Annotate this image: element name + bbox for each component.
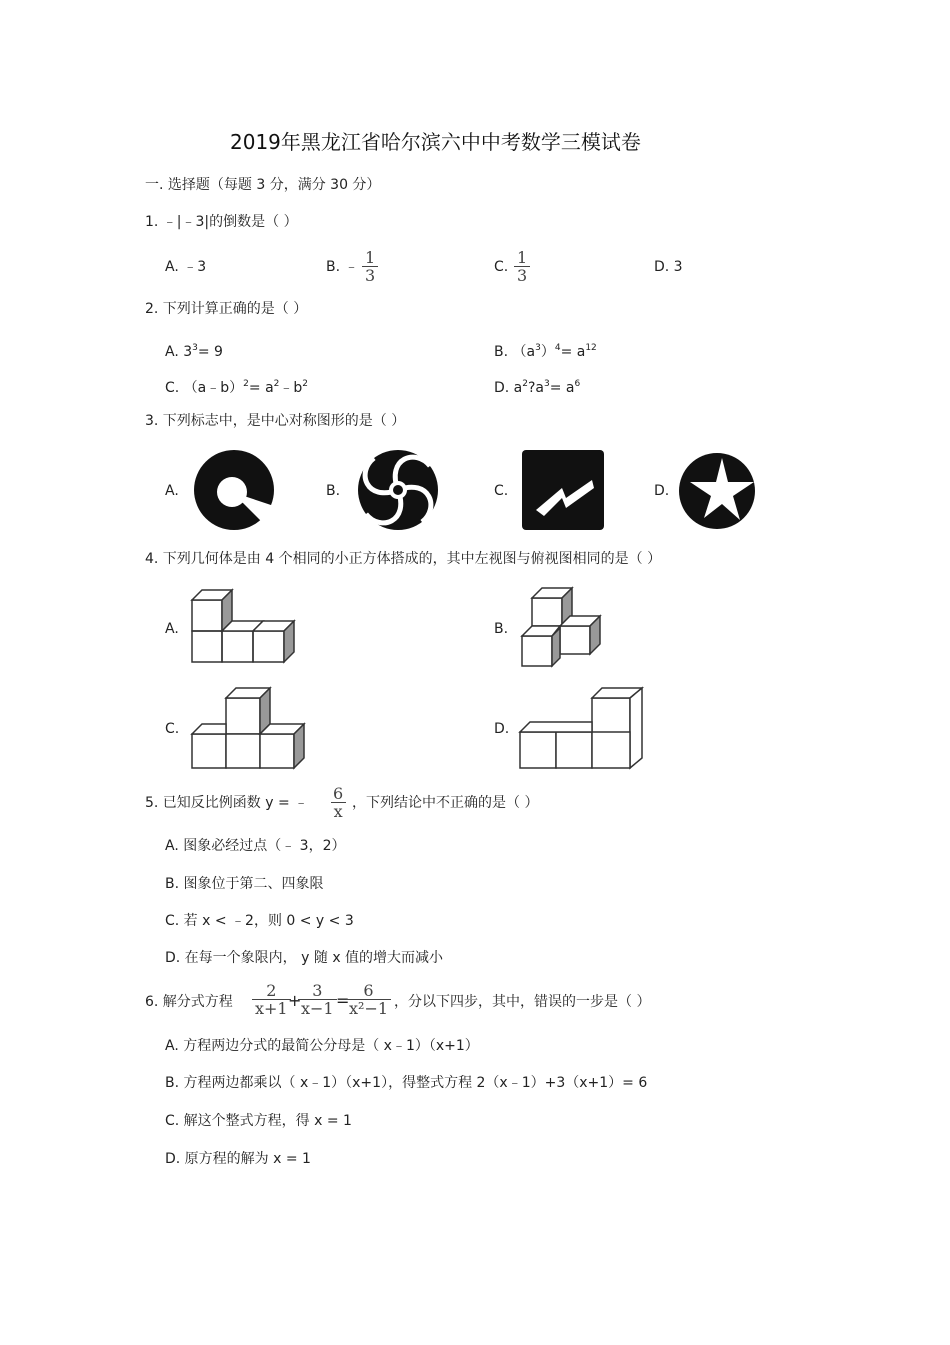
- q2-option-c: [165, 375, 308, 397]
- q3-option-a-label: A.: [165, 483, 179, 499]
- q3-logo-b: [356, 448, 440, 532]
- q4-option-d-label: D.: [494, 721, 510, 737]
- q6-f3-denominator: x²−1: [346, 999, 391, 1017]
- section-heading: 一. 选择题（每题 3 分，满分 30 分）: [145, 177, 381, 193]
- q2-option-b: [494, 339, 597, 361]
- q4-option-c-label: C.: [165, 721, 180, 737]
- q6-option-c: C. 解这个整式方程，得 x = 1: [165, 1113, 352, 1129]
- q6-option-a: A. 方程两边分式的最简公分母是（ x﹣1）（x+1）: [165, 1038, 479, 1054]
- q6-f3-numerator: 6: [363, 981, 374, 1000]
- q2-b-exp1: 3: [535, 343, 541, 353]
- q2-a-base: A. 3: [165, 344, 193, 360]
- q4-solid-b: [520, 586, 608, 668]
- q5-option-b: B. 图象位于第二、四象限: [165, 876, 324, 892]
- q2-c-part3: ﹣b: [279, 380, 303, 396]
- q6-f1-denominator: x+1: [252, 999, 291, 1017]
- q2-d-exp1: 2: [522, 379, 528, 389]
- q1-c-numerator: 1: [517, 248, 528, 267]
- q1-option-b-prefix: B. ﹣: [326, 259, 359, 275]
- q5-stem-suffix: ，下列结论中不正确的是（ ）: [352, 795, 539, 811]
- q2-c-part2: = a: [248, 380, 274, 396]
- q6-option-d: D. 原方程的解为 x = 1: [165, 1151, 311, 1167]
- q2-c-exp1: 2: [243, 379, 249, 389]
- q1-stem: 1. ﹣|﹣3|的倒数是（ ）: [145, 214, 298, 230]
- page-title: 2019年黑龙江省哈尔滨六中中考数学三模试卷: [230, 130, 641, 154]
- q6-fraction-3: [346, 982, 391, 1017]
- q6-fraction-1: [252, 982, 291, 1017]
- q2-c-exp2: 2: [273, 379, 280, 389]
- q3-option-b-label: B.: [326, 483, 341, 499]
- q4-solid-a: [190, 588, 308, 664]
- q6-fraction-2: [298, 982, 337, 1017]
- q5-option-c: C. 若 x < ﹣2，则 0 < y < 3: [165, 913, 354, 929]
- q1-b-numerator: 1: [365, 248, 376, 267]
- q1-option-c-prefix: C.: [494, 259, 509, 275]
- q2-b-exp3: 12: [585, 343, 597, 353]
- q3-stem: 3. 下列标志中，是中心对称图形的是（ ）: [145, 413, 406, 429]
- q5-option-a: A. 图象必经过点（﹣ 3，2）: [165, 838, 346, 854]
- q1-option-b-fraction: [362, 249, 378, 284]
- q1-option-d: D. 3: [654, 259, 683, 275]
- q4-solid-c: [190, 686, 312, 770]
- q4-stem: 4. 下列几何体是由 4 个相同的小正方体搭成的，其中左视图与俯视图相同的是（ ）: [145, 551, 662, 567]
- q6-option-b: B. 方程两边都乘以（ x﹣1）（x+1），得整式方程 2（x﹣1）+3（x+1）= 6: [165, 1075, 648, 1091]
- q1-option-c-fraction: [514, 249, 530, 284]
- q5-numerator: 6: [333, 784, 344, 803]
- q6-stem-suffix: ，分以下四步，其中，错误的一步是（ ）: [394, 994, 651, 1010]
- q6-f2-numerator: 3: [312, 981, 323, 1000]
- q1-option-a: A. ﹣3: [165, 259, 207, 275]
- q5-fraction: [330, 785, 346, 820]
- q3-logo-d: [678, 452, 756, 530]
- q4-option-b-label: B.: [494, 621, 509, 637]
- q3-logo-a: [188, 450, 280, 530]
- q2-b-part3: = a: [560, 344, 586, 360]
- q2-b-part2: ）: [540, 344, 555, 360]
- q2-d-part2: ?a: [528, 380, 545, 396]
- q6-stem-prefix: 6. 解分式方程: [145, 994, 233, 1010]
- q2-d-exp2: 3: [544, 379, 550, 389]
- q4-solid-d: [518, 686, 648, 770]
- q3-option-c-label: C.: [494, 483, 509, 499]
- q2-c-part1: C. （a﹣b）: [165, 380, 244, 396]
- q3-option-d-label: D.: [654, 483, 670, 499]
- q1-c-denominator: 3: [514, 266, 530, 284]
- q6-plus: +: [288, 991, 302, 1010]
- q6-f1-numerator: 2: [266, 981, 277, 1000]
- q2-d-part3: = a: [549, 380, 575, 396]
- q2-d-part1: D. a: [494, 380, 523, 396]
- q2-c-exp3: 2: [302, 379, 309, 389]
- q2-b-part1: B. （a: [494, 344, 536, 360]
- q2-b-exp2: 4: [554, 343, 561, 353]
- q5-option-d: D. 在每一个象限内， y 随 x 值的增大而减小: [165, 950, 444, 966]
- q6-f2-denominator: x−1: [298, 999, 337, 1017]
- q6-equals: =: [336, 991, 350, 1010]
- q2-a-result: = 9: [197, 344, 223, 360]
- q5-stem-prefix: 5. 已知反比例函数 y = ﹣: [145, 795, 309, 811]
- q2-d-exp3: 6: [574, 379, 581, 389]
- q5-denominator: x: [331, 802, 346, 820]
- q2-stem: 2. 下列计算正确的是（ ）: [145, 301, 308, 317]
- q3-logo-c: [522, 450, 604, 530]
- q4-option-a-label: A.: [165, 621, 179, 637]
- q2-a-exponent: 3: [192, 343, 198, 353]
- q2-option-a: [165, 339, 223, 361]
- q2-option-d: [494, 375, 580, 397]
- q1-b-denominator: 3: [362, 266, 378, 284]
